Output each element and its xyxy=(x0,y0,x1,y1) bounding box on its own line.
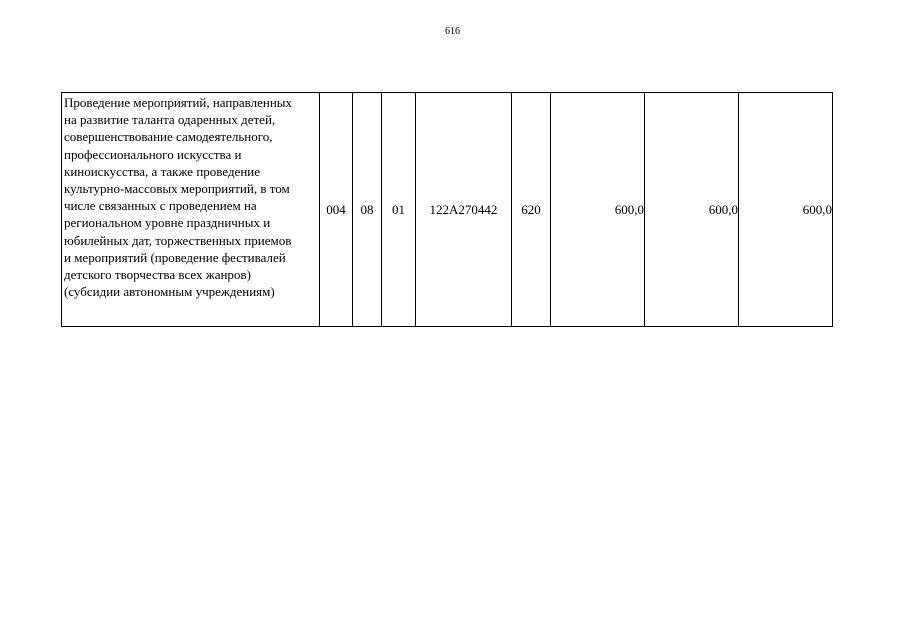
target-article-cell: 122А270442 xyxy=(416,93,512,327)
description-line: юбилейных дат, торжественных приемов xyxy=(64,232,292,248)
description-cell xyxy=(62,93,320,327)
expense-type-cell: 620 xyxy=(512,93,551,327)
table-row xyxy=(62,93,833,327)
ministry-code-cell: 004 xyxy=(320,93,353,327)
description-line: на развитие таланта одаренных детей, xyxy=(64,112,276,128)
description-line: и мероприятий (проведение фестивалей xyxy=(64,249,286,265)
description-line: числе связанных с проведением на xyxy=(64,198,257,214)
description-line: профессионального искусства и xyxy=(64,146,242,162)
description-line: детского творчества всех жанров) xyxy=(64,267,251,283)
page-number: 616 xyxy=(445,26,460,37)
section-code-cell: 08 xyxy=(353,93,382,327)
budget-table xyxy=(61,92,833,327)
description-line: (субсидии автономным учреждениям) xyxy=(64,284,275,300)
description-line: совершенствование самодеятельного, xyxy=(64,129,273,145)
amount-cell-3: 600,0 xyxy=(739,93,833,327)
description-line: киноискусства, а также проведение xyxy=(64,163,261,179)
subsection-code-cell: 01 xyxy=(382,93,416,327)
amount-cell-2: 600,0 xyxy=(645,93,739,327)
description-line: региональном уровне праздничных и xyxy=(64,215,271,231)
description-line: Проведение мероприятий, направленных xyxy=(64,95,293,110)
description-line: культурно-массовых мероприятий, в том xyxy=(64,181,290,197)
amount-cell-1: 600,0 xyxy=(551,93,645,327)
